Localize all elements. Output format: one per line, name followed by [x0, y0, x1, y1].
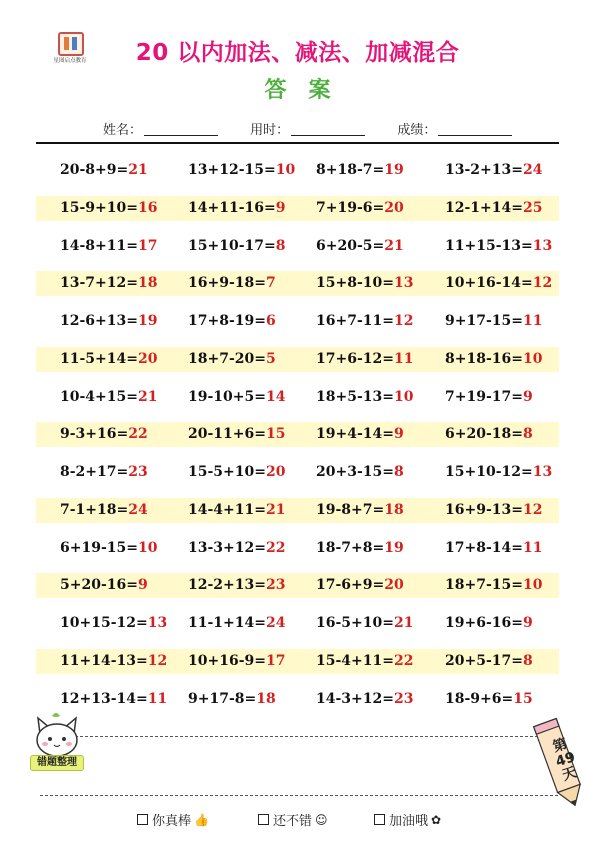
problem-expression: 18-7+8= — [316, 539, 385, 556]
problem-expression: 9+17-15= — [445, 313, 523, 329]
error-review-label: 错题整理 — [30, 755, 84, 771]
problem-row — [36, 649, 559, 674]
name-blank[interactable] — [144, 123, 218, 136]
problem-cell — [60, 309, 157, 334]
problem-cell — [188, 385, 285, 410]
problem-cell — [316, 422, 404, 447]
problem-cell — [188, 347, 276, 372]
problem-answer: 22 — [128, 426, 148, 443]
problem-answer: 23 — [393, 690, 414, 707]
problem-cell — [445, 271, 552, 296]
problem-row — [36, 234, 559, 259]
problem-expression: 16+7-11= — [316, 313, 394, 329]
problem-expression: 19-8+7= — [316, 501, 385, 518]
problem-answer: 21 — [384, 237, 404, 254]
problem-answer: 18 — [256, 690, 276, 707]
problem-answer: 19 — [384, 162, 404, 178]
problem-answer: 9 — [137, 577, 148, 594]
problem-expression: 13-2+13= — [445, 162, 523, 178]
thumbs-up-icon: 👍 — [194, 812, 209, 827]
problem-answer: 6 — [265, 313, 276, 329]
checkbox[interactable] — [258, 814, 269, 825]
day-counter: 第49天 — [551, 735, 579, 785]
problem-answer: 20 — [137, 350, 158, 367]
problem-answer: 21 — [265, 501, 286, 518]
name-label: 姓名： — [103, 123, 143, 138]
info-fields — [103, 119, 540, 138]
problem-row — [36, 196, 559, 221]
problem-cell — [60, 271, 157, 296]
problem-answer: 20 — [384, 577, 404, 594]
problem-expression: 16+9-13= — [445, 501, 523, 518]
problem-expression: 17-6+9= — [316, 577, 385, 594]
problem-cell — [316, 611, 413, 636]
problem-cell — [60, 234, 157, 259]
rating-label: 加油哦 — [389, 814, 429, 829]
problem-answer: 10 — [275, 162, 296, 178]
problem-expression: 15+10-12= — [445, 464, 533, 480]
problem-expression: 18-9+6= — [445, 690, 514, 707]
problem-answer: 11 — [147, 690, 168, 707]
problem-cell — [60, 573, 148, 598]
problem-answer: 23 — [128, 464, 148, 480]
problem-cell — [316, 460, 404, 485]
problem-cell — [60, 385, 157, 410]
problem-grid — [36, 158, 559, 724]
problem-expression: 6+20-18= — [445, 426, 523, 443]
score-blank[interactable] — [438, 123, 512, 136]
checkbox[interactable] — [137, 814, 148, 825]
problem-answer: 17 — [137, 237, 158, 254]
problem-row — [36, 460, 559, 485]
problem-cell — [316, 385, 413, 410]
problem-expression: 13-7+12= — [60, 275, 138, 292]
problem-answer: 18 — [137, 275, 158, 292]
problem-answer: 12 — [393, 313, 414, 329]
problem-expression: 5+20-16= — [60, 577, 138, 594]
problem-expression: 6+20-5= — [316, 237, 385, 254]
problem-answer: 10 — [137, 539, 158, 556]
problem-cell — [60, 158, 148, 183]
problem-answer: 10 — [522, 350, 543, 367]
problem-answer: 9 — [522, 615, 533, 631]
problem-expression: 15+8-10= — [316, 275, 394, 292]
problem-expression: 17+6-12= — [316, 350, 394, 367]
problem-answer: 23 — [265, 577, 286, 594]
problem-expression: 14+11-16= — [188, 199, 276, 216]
problem-cell — [188, 498, 285, 523]
problem-expression: 15-4+11= — [316, 652, 394, 669]
problem-expression: 10+15-12= — [60, 615, 148, 631]
problem-cell — [60, 649, 167, 674]
problem-answer: 16 — [137, 199, 158, 216]
logo-text: 星图启点教育 — [53, 58, 87, 64]
problem-cell — [188, 649, 285, 674]
problem-expression: 9+17-8= — [188, 690, 257, 707]
problem-expression: 11-1+14= — [188, 615, 266, 631]
score-label: 成绩： — [397, 123, 437, 138]
problem-expression: 7-1+18= — [60, 501, 129, 518]
problem-cell — [316, 687, 413, 712]
problem-expression: 20-11+6= — [188, 426, 266, 443]
rating-keep-going[interactable] — [374, 810, 441, 829]
problem-cell — [188, 234, 285, 259]
problem-row — [36, 309, 559, 334]
rating-label: 还不错 — [273, 814, 313, 829]
problem-answer: 24 — [128, 501, 148, 518]
problem-answer: 11 — [522, 313, 543, 329]
problem-row — [36, 687, 559, 712]
rating-great[interactable] — [137, 810, 209, 829]
problem-expression: 17+8-14= — [445, 539, 523, 556]
problem-cell — [60, 196, 157, 221]
problem-answer: 12 — [532, 275, 553, 292]
problem-expression: 12-2+13= — [188, 577, 266, 594]
problem-answer: 8 — [522, 652, 533, 669]
time-label: 用时： — [250, 123, 290, 138]
problem-cell — [316, 573, 404, 598]
problem-row — [36, 498, 559, 523]
problem-cell — [445, 687, 533, 712]
problem-answer: 14 — [265, 388, 286, 405]
problem-row — [36, 271, 559, 296]
problem-row — [36, 385, 559, 410]
problem-expression: 13+12-15= — [188, 162, 276, 178]
problem-cell — [60, 536, 157, 561]
problem-answer: 11 — [393, 350, 414, 367]
problem-expression: 20+5-17= — [445, 652, 523, 669]
problem-cell — [188, 536, 285, 561]
rating-label: 你真棒 — [152, 814, 192, 829]
problem-answer: 9 — [275, 199, 286, 216]
problem-expression: 11+14-13= — [60, 652, 148, 669]
problem-expression: 8+18-16= — [445, 350, 523, 367]
problem-cell — [316, 649, 413, 674]
problem-answer: 13 — [532, 237, 553, 254]
problem-cell — [445, 196, 542, 221]
problem-cell — [60, 611, 167, 636]
problem-cell — [445, 309, 542, 334]
problem-expression: 15+10-17= — [188, 237, 276, 254]
problem-cell — [445, 385, 533, 410]
problem-answer: 20 — [384, 199, 404, 216]
problem-row — [36, 611, 559, 636]
problem-expression: 10+16-9= — [188, 652, 266, 669]
problem-cell — [316, 309, 413, 334]
problem-expression: 19-10+5= — [188, 388, 266, 405]
smiley-icon: ☺ — [315, 812, 328, 827]
problem-cell — [316, 158, 404, 183]
problem-cell — [188, 271, 276, 296]
problem-cell — [188, 687, 276, 712]
error-review-area[interactable] — [40, 736, 558, 796]
problem-cell — [188, 460, 285, 485]
problem-cell — [445, 649, 533, 674]
problem-expression: 12-6+13= — [60, 313, 138, 329]
problem-expression: 8+18-7= — [316, 162, 385, 178]
problem-expression: 14-3+12= — [316, 690, 394, 707]
problem-expression: 11-5+14= — [60, 350, 138, 367]
problem-cell — [316, 498, 404, 523]
page-title: 20 以内加法、减法、加减混合 — [135, 40, 460, 66]
problem-answer: 8 — [275, 237, 286, 254]
problem-cell — [445, 234, 552, 259]
problem-cell — [445, 347, 542, 372]
problem-answer: 13 — [147, 615, 168, 631]
problem-answer: 13 — [393, 275, 414, 292]
page-subtitle: 答案 — [264, 78, 353, 103]
problem-cell — [60, 347, 157, 372]
problem-expression: 11+15-13= — [445, 237, 533, 254]
problem-answer: 18 — [384, 501, 404, 518]
name-field[interactable] — [103, 119, 218, 138]
problem-cell — [60, 498, 148, 523]
problem-cell — [445, 611, 533, 636]
problem-expression: 17+8-19= — [188, 313, 266, 329]
problem-expression: 7+19-17= — [445, 388, 523, 405]
problem-answer: 21 — [128, 162, 148, 178]
score-field[interactable] — [397, 119, 512, 138]
problem-cell — [188, 573, 285, 598]
checkbox[interactable] — [374, 814, 385, 825]
problem-row — [36, 347, 559, 372]
problem-answer: 11 — [522, 539, 543, 556]
problem-expression: 16-5+10= — [316, 615, 394, 631]
problem-answer: 7 — [265, 275, 276, 292]
problem-answer: 10 — [522, 577, 543, 594]
problem-answer: 12 — [522, 501, 543, 518]
problem-expression: 15-5+10= — [188, 464, 266, 480]
problem-expression: 12+13-14= — [60, 690, 148, 707]
problem-expression: 9-3+16= — [60, 426, 129, 443]
problem-expression: 18+7-20= — [188, 350, 266, 367]
problem-answer: 22 — [393, 652, 414, 669]
problem-cell — [445, 573, 542, 598]
problem-answer: 9 — [522, 388, 533, 405]
problem-cell — [188, 196, 285, 221]
problem-cell — [445, 460, 552, 485]
problem-answer: 17 — [265, 652, 286, 669]
problem-cell — [445, 158, 542, 183]
time-field[interactable] — [250, 119, 365, 138]
problem-cell — [60, 687, 167, 712]
problem-answer: 19 — [137, 313, 158, 329]
problem-expression: 20-8+9= — [60, 162, 129, 178]
rating-good[interactable] — [258, 810, 328, 829]
problem-row — [36, 536, 559, 561]
problem-expression: 18+7-15= — [445, 577, 523, 594]
problem-answer: 15 — [265, 426, 286, 443]
problem-answer: 8 — [522, 426, 533, 443]
problem-cell — [316, 234, 404, 259]
problem-answer: 20 — [265, 464, 286, 480]
problem-cell — [60, 460, 148, 485]
problem-expression: 14-8+11= — [60, 237, 138, 254]
problem-answer: 15 — [513, 690, 533, 707]
problem-cell — [188, 611, 285, 636]
problem-answer: 19 — [384, 539, 404, 556]
header-divider — [36, 142, 559, 144]
problem-answer: 5 — [265, 350, 276, 367]
problem-cell — [316, 347, 413, 372]
problem-expression: 10+16-14= — [445, 275, 533, 292]
problem-answer: 21 — [393, 615, 414, 631]
problem-answer: 8 — [393, 464, 404, 480]
cheer-icon: ✿ — [431, 812, 442, 827]
problem-expression: 19+4-14= — [316, 426, 394, 443]
problem-cell — [188, 158, 295, 183]
problem-answer: 25 — [522, 199, 543, 216]
problem-cell — [188, 422, 285, 447]
problem-cell — [188, 309, 276, 334]
problem-cell — [316, 271, 413, 296]
problem-answer: 12 — [147, 652, 168, 669]
problem-expression: 6+19-15= — [60, 539, 138, 556]
problem-answer: 21 — [137, 388, 158, 405]
time-blank[interactable] — [291, 123, 365, 136]
problem-expression: 13-3+12= — [188, 539, 266, 556]
problem-cell — [316, 536, 404, 561]
problem-cell — [445, 422, 533, 447]
problem-expression: 8-2+17= — [60, 464, 129, 480]
problem-expression: 16+9-18= — [188, 275, 266, 292]
problem-answer: 24 — [265, 615, 286, 631]
problem-expression: 20+3-15= — [316, 464, 394, 480]
problem-expression: 14-4+11= — [188, 501, 266, 518]
problem-answer: 22 — [265, 539, 286, 556]
problem-answer: 13 — [532, 464, 553, 480]
problem-row — [36, 573, 559, 598]
problem-cell — [60, 422, 148, 447]
problem-expression: 18+5-13= — [316, 388, 394, 405]
problem-cell — [445, 536, 542, 561]
problem-expression: 12-1+14= — [445, 199, 523, 216]
problem-expression: 19+6-16= — [445, 615, 523, 631]
problem-cell — [316, 196, 404, 221]
problem-expression: 15-9+10= — [60, 199, 138, 216]
problem-cell — [445, 498, 542, 523]
problem-answer: 24 — [522, 162, 543, 178]
problem-row — [36, 158, 559, 183]
problem-answer: 9 — [393, 426, 404, 443]
problem-expression: 10-4+15= — [60, 388, 138, 405]
problem-expression: 7+19-6= — [316, 199, 385, 216]
problem-answer: 10 — [393, 388, 414, 405]
problem-row — [36, 422, 559, 447]
